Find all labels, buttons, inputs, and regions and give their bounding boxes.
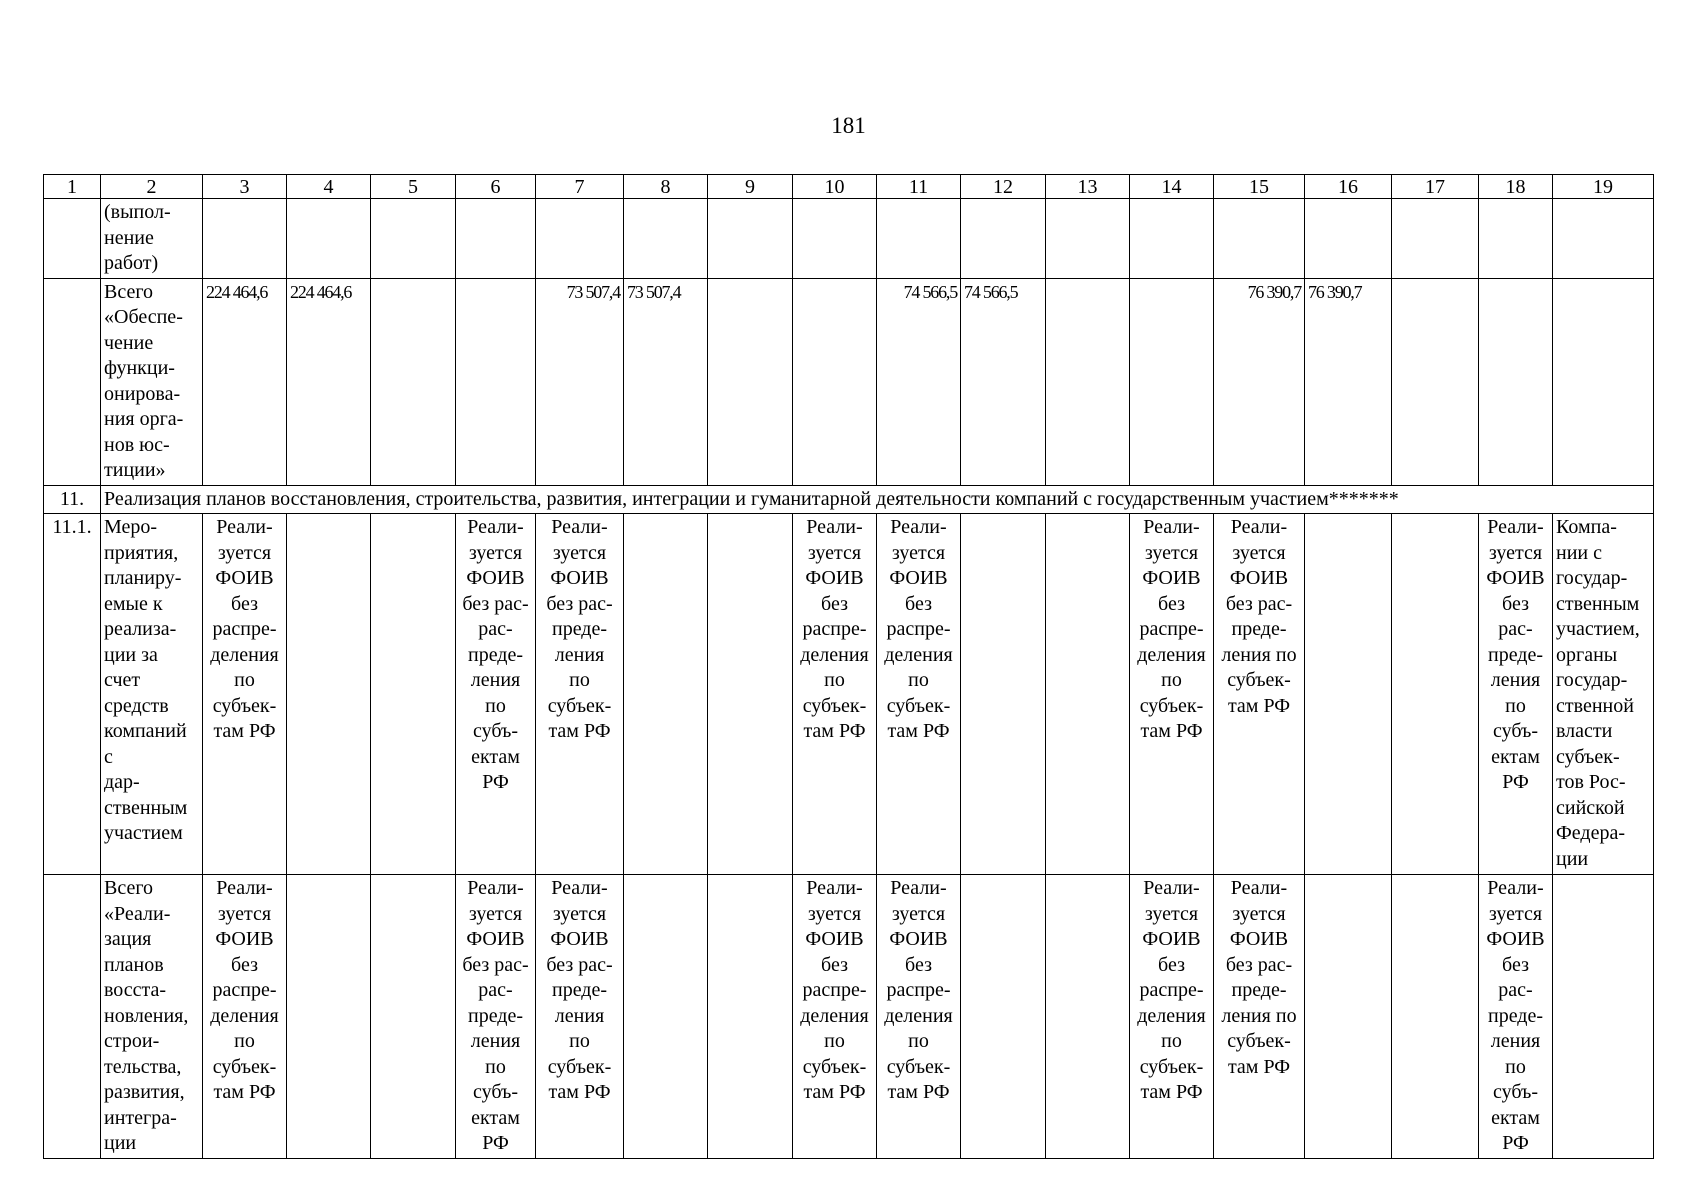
column-number-header: 11 [877, 175, 961, 199]
table-cell [1392, 875, 1479, 1159]
table-cell [1305, 514, 1392, 875]
table-cell [708, 875, 793, 1159]
table-cell [287, 514, 371, 875]
table-cell [624, 199, 708, 279]
table-cell [44, 278, 101, 485]
page-number: 181 [831, 113, 866, 138]
amount-cell: 76 390,7 [1214, 278, 1305, 485]
table-cell [456, 278, 536, 485]
table-cell [203, 199, 287, 279]
table-cell [1479, 199, 1553, 279]
table-cell [44, 875, 101, 1159]
column-number-header: 13 [1046, 175, 1130, 199]
column-number-header: 10 [793, 175, 877, 199]
table-cell: Реали- зуется ФОИВ без рас- преде- ления по субъ- ектам РФ [1479, 875, 1553, 1159]
column-number-header: 2 [101, 175, 203, 199]
section-row [44, 485, 1654, 514]
section-title: Реализация планов восстановления, строительства, развития, интеграции и гуманитарной деятельности компаний с государственным участием******* [101, 485, 1654, 514]
table-cell: Реали- зуется ФОИВ без распре- деления по субъек- там РФ [877, 514, 961, 875]
table-row-11-1 [44, 514, 1654, 875]
table-cell [877, 199, 961, 279]
table-cell [371, 875, 456, 1159]
table-cell [1046, 875, 1130, 1159]
column-number-header: 16 [1305, 175, 1392, 199]
amount-cell: 73 507,4 [624, 278, 708, 485]
table-cell: Реали- зуется ФОИВ без рас- преде- ления по субъек- там РФ [1214, 875, 1305, 1159]
amount-cell: 224 464,6 [287, 278, 371, 485]
table-cell [624, 514, 708, 875]
table-cell [287, 875, 371, 1159]
table-cell: Реали- зуется ФОИВ без распре- деления по субъек- там РФ [1130, 514, 1214, 875]
column-number-header: 1 [44, 175, 101, 199]
column-number-header: 14 [1130, 175, 1214, 199]
row-title: Всего «Обеспе- чение функци- онирова- ния орга- нов юс- тиции» [101, 278, 203, 485]
table-cell [456, 199, 536, 279]
table-cell: Реали- зуется ФОИВ без распре- деления по субъек- там РФ [203, 514, 287, 875]
table-cell [1305, 199, 1392, 279]
table-cell [1130, 199, 1214, 279]
table-row-total-11 [44, 875, 1654, 1159]
table-cell: Реали- зуется ФОИВ без рас- преде- ления по субъек- там РФ [1214, 514, 1305, 875]
table-cell [1130, 278, 1214, 485]
column-number-header: 19 [1553, 175, 1654, 199]
table-cell [1046, 514, 1130, 875]
table-cell [624, 875, 708, 1159]
table-cell: Реали- зуется ФОИВ без рас- преде- ления по субъек- там РФ [536, 514, 624, 875]
table-cell: Реали- зуется ФОИВ без распре- деления по субъек- там РФ [1130, 875, 1214, 1159]
section-number: 11. [44, 485, 101, 514]
amount-cell: 73 507,4 [536, 278, 624, 485]
table-header-row [44, 175, 1654, 199]
budget-table [43, 174, 1654, 1159]
table-cell: Реали- зуется ФОИВ без рас- преде- ления по субъ- ектам РФ [1479, 514, 1553, 875]
table-cell [961, 199, 1046, 279]
table-cell [44, 199, 101, 279]
table-cell: Реали- зуется ФОИВ без рас- преде- ления по субъек- там РФ [536, 875, 624, 1159]
column-number-header: 9 [708, 175, 793, 199]
table-cell [1046, 278, 1130, 485]
table-row-total-justice [44, 278, 1654, 485]
table-cell [1214, 199, 1305, 279]
table-cell: Компа- нии с государ- ственным участием, органы государ- ственной власти субъек- тов Рос- сийской Федера- ции [1553, 514, 1654, 875]
column-number-header: 18 [1479, 175, 1553, 199]
table-cell [1553, 199, 1654, 279]
table-cell [371, 514, 456, 875]
table-row-continuation [44, 199, 1654, 279]
table-cell [961, 875, 1046, 1159]
row-number: 11.1. [44, 514, 101, 875]
table-cell [371, 278, 456, 485]
amount-cell: 76 390,7 [1305, 278, 1392, 485]
table-cell [1553, 278, 1654, 485]
table-cell [287, 199, 371, 279]
column-number-header: 8 [624, 175, 708, 199]
table-cell [1553, 875, 1654, 1159]
column-number-header: 6 [456, 175, 536, 199]
amount-cell: 74 566,5 [877, 278, 961, 485]
table-cell [708, 514, 793, 875]
row-title: Всего «Реали- зация планов восста- новления, строи- тельства, развития, интегра- ции [101, 875, 203, 1159]
column-number-header: 4 [287, 175, 371, 199]
column-number-header: 15 [1214, 175, 1305, 199]
row-title: (выпол- нение работ) [101, 199, 203, 279]
column-number-header: 3 [203, 175, 287, 199]
row-title: Меро- приятия, планиру- емые к реализа- ции за счет средств компаний с дар- ственным участием [101, 514, 203, 875]
table-cell [536, 199, 624, 279]
table-cell: Реали- зуется ФОИВ без распре- деления по субъек- там РФ [877, 875, 961, 1159]
column-number-header: 17 [1392, 175, 1479, 199]
table-cell [1479, 278, 1553, 485]
table-cell [793, 278, 877, 485]
table-cell [1046, 199, 1130, 279]
table-cell [1392, 199, 1479, 279]
amount-cell: 74 566,5 [961, 278, 1046, 485]
table-cell [371, 199, 456, 279]
table-cell [1392, 514, 1479, 875]
table-cell [708, 199, 793, 279]
table-cell: Реали- зуется ФОИВ без рас- рас- преде- ления по субъ- ектам РФ [456, 875, 536, 1159]
column-number-header: 12 [961, 175, 1046, 199]
table-cell: Реали- зуется ФОИВ без распре- деления по субъек- там РФ [203, 875, 287, 1159]
column-number-header: 5 [371, 175, 456, 199]
table-cell [708, 278, 793, 485]
column-number-header: 7 [536, 175, 624, 199]
amount-cell: 224 464,6 [203, 278, 287, 485]
table-cell: Реали- зуется ФОИВ без распре- деления по субъек- там РФ [793, 514, 877, 875]
table-cell [793, 199, 877, 279]
table-cell [961, 514, 1046, 875]
table-cell: Реали- зуется ФОИВ без рас- рас- преде- ления по субъ- ектам РФ [456, 514, 536, 875]
table-cell [1392, 278, 1479, 485]
table-cell: Реали- зуется ФОИВ без распре- деления по субъек- там РФ [793, 875, 877, 1159]
table-cell [1305, 875, 1392, 1159]
